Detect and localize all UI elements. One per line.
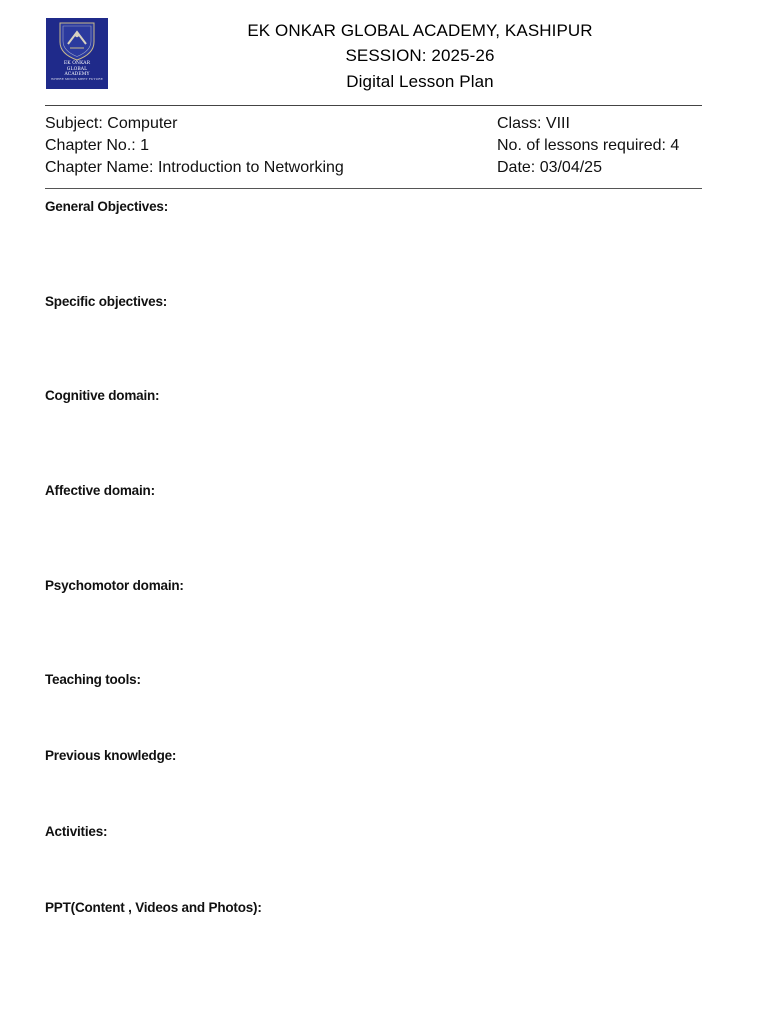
- ppt-heading: PPT(Content , Videos and Photos):: [45, 900, 262, 915]
- date-field: Date: 03/04/25: [497, 159, 602, 176]
- logo-text-line2: GLOBAL: [66, 66, 88, 72]
- teaching-tools-heading: Teaching tools:: [45, 672, 141, 687]
- general-objectives-heading: General Objectives:: [45, 199, 169, 214]
- logo-text-line1: EK ONKAR: [63, 61, 91, 66]
- school-name: EK ONKAR GLOBAL ACADEMY, KASHIPUR: [247, 21, 593, 40]
- affective-domain-heading: Affective domain:: [45, 483, 155, 498]
- lessons-required-field: No. of lessons required: 4: [497, 137, 680, 154]
- previous-knowledge-heading: Previous knowledge:: [45, 748, 177, 763]
- header-divider: [45, 105, 702, 106]
- document-title: Digital Lesson Plan: [346, 72, 494, 91]
- activities-heading: Activities:: [45, 824, 108, 839]
- specific-objectives-heading: Specific objectives:: [45, 294, 168, 309]
- logo-tagline: WHERE MINDS MEET FUTURE: [51, 77, 103, 81]
- cognitive-domain-heading: Cognitive domain:: [45, 388, 160, 403]
- school-logo: [46, 18, 108, 89]
- class-field: Class: VIII: [497, 115, 570, 132]
- psychomotor-domain-heading: Psychomotor domain:: [45, 578, 184, 593]
- chapter-number-field: Chapter No.: 1: [45, 137, 150, 154]
- chapter-name-field: Chapter Name: Introduction to Networking: [45, 159, 344, 176]
- session-label: SESSION: 2025-26: [345, 46, 495, 65]
- logo-text-line3: ACADEMY: [64, 72, 90, 77]
- subject-field: Subject: Computer: [45, 115, 178, 132]
- meta-divider: [45, 188, 702, 189]
